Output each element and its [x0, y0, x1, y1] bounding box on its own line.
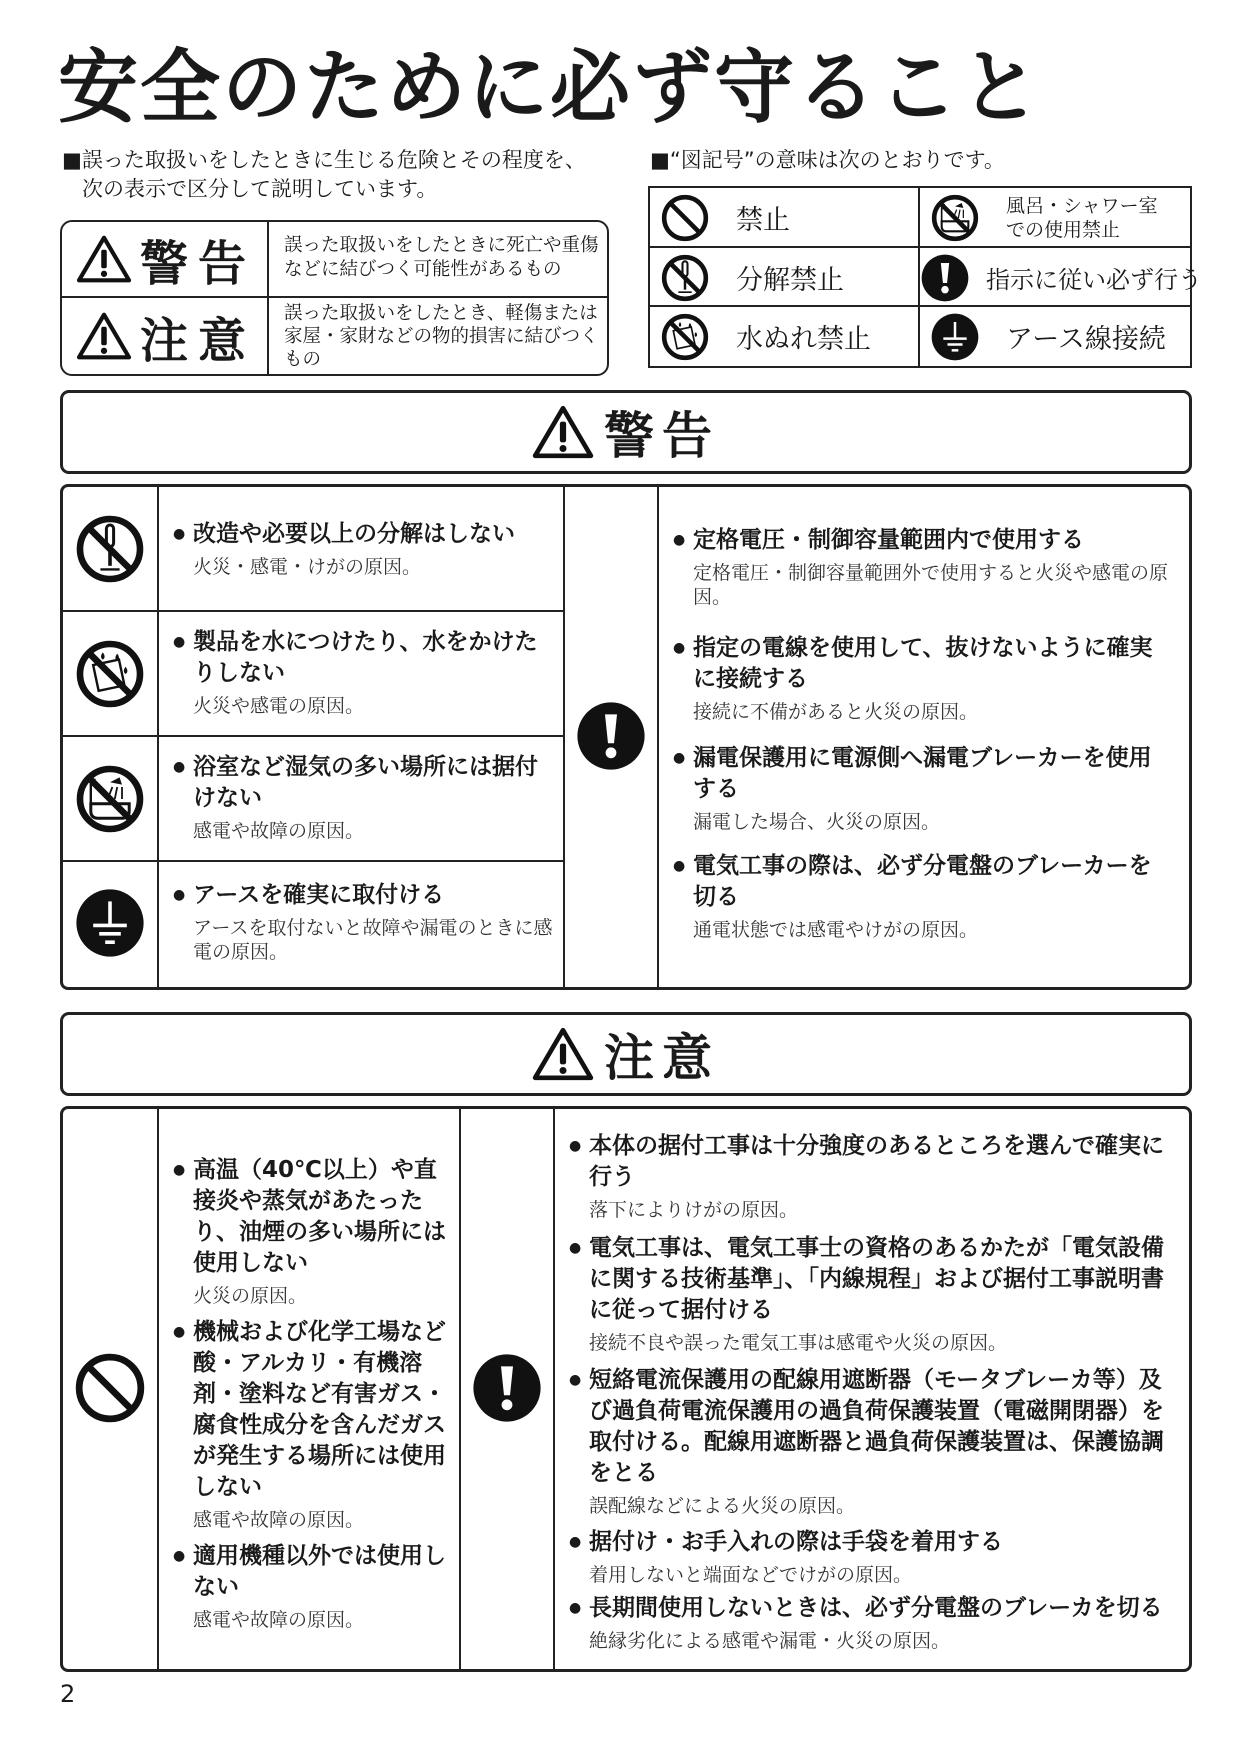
- symbol-no-disassembly: 分解禁止: [650, 248, 920, 307]
- warning-triangle-icon: [532, 1026, 594, 1082]
- list-item: ● 定格電圧・制御容量範囲内で使用する 定格電圧・制御容量範囲外で使用すると火災や感電の原因。: [673, 525, 1173, 609]
- list-item: ● 短絡電流保護用の配線用遮断器（モータブレーカ等）及び過負荷電流保護用の過負荷保護装置（電磁開閉器）を取付ける。配線用遮断器と過負荷保護装置は、保護協調をとる 誤配線などによる火災の原因。: [569, 1365, 1179, 1518]
- ground-icon: [74, 887, 146, 959]
- list-item: ● 製品を水につけたり、水をかけたりしない 火災や感電の原因。: [173, 627, 553, 718]
- symbol-prohibition: 禁止: [650, 188, 920, 247]
- mandatory-icon: [920, 253, 970, 303]
- no-disassembly-icon: [660, 253, 710, 303]
- warning-triangle-icon: [76, 234, 132, 284]
- list-item: ● 本体の据付工事は十分強度のあるところを選んで確実に行う 落下によりけがの原因。: [569, 1131, 1179, 1222]
- list-item: ● 適用機種以外では使用しない 感電や故障の原因。: [173, 1541, 453, 1632]
- level-caution-row: [62, 298, 607, 374]
- list-item: ● 浴室など湿気の多い場所には据付けない 感電や故障の原因。: [173, 752, 553, 843]
- symbol-meaning-heading: ■“図記号”の意味は次のとおりです。: [650, 148, 1005, 172]
- no-wet-icon: [660, 312, 710, 362]
- no-wet-icon: [74, 638, 146, 710]
- mandatory-icon: [575, 700, 647, 772]
- list-item: ● 電気工事の際は、必ず分電盤のブレーカーを切る 通電状態では感電やけがの原因。: [673, 851, 1173, 942]
- caution-panel: [60, 1106, 1192, 1672]
- level-warning-row: [62, 222, 607, 298]
- list-item: ● 長期間使用しないときは、必ず分電盤のブレーカを切る 絶縁劣化による感電や漏電・火災の原因。: [569, 1593, 1179, 1653]
- level-warning-desc: 誤った取扱いをしたときに死亡や重傷などに結びつく可能性があるもの: [284, 235, 599, 280]
- list-item: ● 据付け・お手入れの際は手袋を着用する 着用しないと端面などでけがの原因。: [569, 1527, 1179, 1587]
- symbol-legend-table: [648, 186, 1202, 368]
- warning-triangle-icon: [532, 404, 594, 460]
- list-item: ● 機械および化学工場など酸・アルカリ・有機溶剤・塗料など有害ガス・腐食性成分を含んだガスが発生する場所には使用しない 感電や故障の原因。: [173, 1317, 453, 1532]
- ground-icon: [930, 312, 980, 362]
- intro-line-1: ■誤った取扱いをしたときに生じる危険とその程度を、: [62, 148, 586, 172]
- level-warning-label: 警告: [140, 235, 257, 292]
- prohibition-icon: [660, 193, 710, 243]
- page-number: 2: [60, 1680, 76, 1708]
- list-item: ● 指定の電線を使用して、抜けないように確実に接続する 接続に不備があると火災の原因。: [673, 633, 1173, 724]
- level-caution-desc: 誤った取扱いをしたとき、軽傷または家屋・家財などの物的損害に結びつくもの: [284, 303, 599, 370]
- no-bath-icon: [74, 763, 146, 835]
- warning-banner-label: 警告: [604, 407, 720, 465]
- list-item: ● 高温（40℃以上）や直接炎や蒸気があたったり、油煙の多い場所には使用しない 火災の原因。: [173, 1155, 453, 1308]
- warning-banner: [60, 390, 1192, 474]
- page-title: 安全のために必ず守ること: [58, 41, 1042, 134]
- caution-banner-label: 注意: [604, 1029, 720, 1087]
- intro-line-2: 次の表示で区分して説明しています。: [82, 177, 438, 201]
- level-legend: [60, 220, 609, 376]
- warning-triangle-icon: [76, 311, 132, 361]
- mandatory-icon: [471, 1352, 543, 1424]
- symbol-no-wet: 水ぬれ禁止: [650, 307, 920, 366]
- no-bath-icon: [930, 193, 980, 243]
- intro-text: [62, 146, 622, 204]
- symbol-no-bath: 風呂・シャワー室での使用禁止: [920, 188, 1190, 247]
- symbol-mandatory: 指示に従い必ず行う: [920, 248, 1190, 307]
- list-item: ● 電気工事は、電気工事士の資格のあるかたが「電気設備に関する技術基準」、「内線規程」および据付工事説明書に従って据付ける 接続不良や誤った電気工事は感電や火災の原因。: [569, 1233, 1179, 1355]
- list-item: ● 改造や必要以上の分解はしない 火災・感電・けがの原因。: [173, 519, 553, 579]
- symbol-ground: アース線接続: [920, 307, 1190, 366]
- caution-banner: [60, 1012, 1192, 1096]
- prohibition-icon: [73, 1351, 147, 1425]
- no-disassembly-icon: [74, 513, 146, 585]
- list-item: ● 漏電保護用に電源側へ漏電ブレーカーを使用する 漏電した場合、火災の原因。: [673, 743, 1173, 834]
- warning-panel: [60, 484, 1192, 990]
- level-caution-label: 注意: [140, 312, 257, 369]
- list-item: ● アースを確実に取付ける アースを取付ないと故障や漏電のときに感電の原因。: [173, 880, 553, 964]
